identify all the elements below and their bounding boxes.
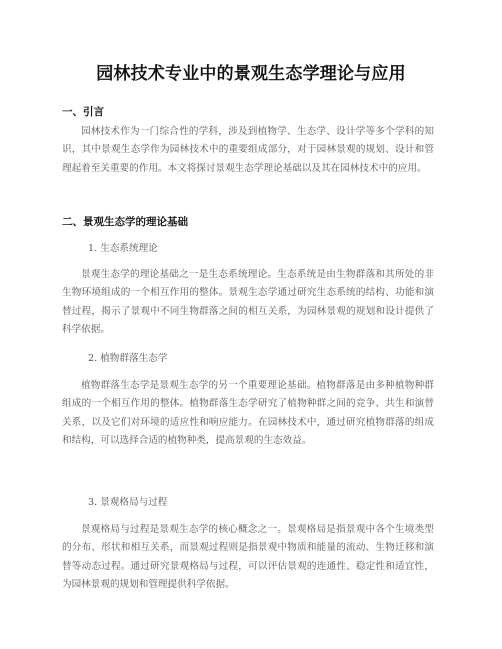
plant-community-paragraph: 植物群落生态学是景观生态学的另一个重要理论基础。植物群落是由多种植物种群组成的一个相互作用的整体。植物群落生态学研究了植物种群之间的竞争、共生和演替关系，以及它们对环境的适应性和响应能力。在园林技术中，通过研究植物群落的组成和结构，可以选择合适的植物种类，提高景观的生态效益。: [62, 380, 434, 447]
subsection-title-ecosystem: 1. 生态系统理论: [88, 243, 158, 254]
document-title: 园林技术专业中的景观生态学理论与应用: [96, 64, 406, 84]
section-heading-theory: 二、景观生态学的理论基础: [62, 216, 188, 228]
subsection-title-landscape-pattern: 3. 景观格局与过程: [88, 497, 168, 508]
introduction-paragraph: 园林技术作为一门综合性的学科，涉及到植物学、生态学、设计学等多个学科的知识，其中景观生态学作为园林技术中的重要组成部分，对于园林景观的规划、设计和管理起着至关重要的作用。本文将探讨景观生态学理论基础以及其在园林技术中的应用。: [62, 126, 434, 174]
ecosystem-paragraph: 景观生态学的理论基础之一是生态系统理论。生态系统是由生物群落和其所处的非生物环境组成的一个相互作用的整体。景观生态学通过研究生态系统的结构、功能和演替过程，揭示了景观中不同生物群落之间的相互关系，为园林景观的规划和设计提供了科学依据。: [62, 269, 434, 336]
subsection-title-plant-community: 2. 植物群落生态学: [88, 353, 168, 364]
section-heading-introduction: 一、引言: [62, 106, 104, 118]
landscape-pattern-paragraph: 景观格局与过程是景观生态学的核心概念之一。景观格局是指景观中各个生境类型的分布、形状和相互关系，而景观过程则是指景观中物质和能量的流动、生物迁移和演替等动态过程。通过研究景观格局与过程，可以评估景观的连通性、稳定性和适宜性，为园林景观的规划和管理提供科学依据。: [62, 524, 434, 591]
